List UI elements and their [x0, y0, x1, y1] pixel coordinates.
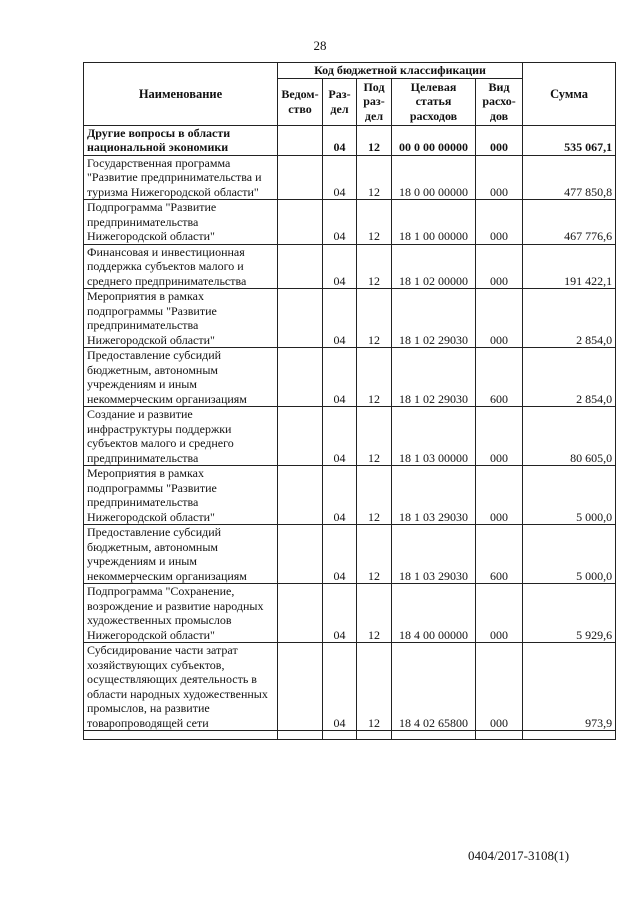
row-razdel: 04	[323, 244, 357, 289]
row-sum: 5 000,0	[523, 525, 616, 584]
table-row	[84, 244, 616, 289]
row-name: Другие вопросы в области национальной экономики	[84, 125, 278, 155]
row-sum: 2 854,0	[523, 348, 616, 407]
row-target: 18 4 02 65800	[392, 643, 476, 731]
row-vid: 000	[476, 200, 523, 245]
header-ved: Ведом-ство	[278, 78, 323, 125]
row-name: Финансовая и инвестиционная поддержка субъектов малого и среднего предпринимательства	[84, 244, 278, 289]
row-sum: 80 605,0	[523, 407, 616, 466]
header-target: Целевая статья расходов	[392, 78, 476, 125]
row-ved	[278, 348, 323, 407]
row-ved	[278, 125, 323, 155]
header-name: Наименование	[84, 63, 278, 126]
row-ved	[278, 155, 323, 200]
row-target: 18 1 00 00000	[392, 200, 476, 245]
row-razdel: 04	[323, 643, 357, 731]
row-vid: 000	[476, 244, 523, 289]
row-sum: 467 776,6	[523, 200, 616, 245]
row-podrazdel: 12	[357, 244, 392, 289]
row-sum: 973,9	[523, 643, 616, 731]
document-code: 0404/2017-3108(1)	[468, 848, 570, 863]
row-name: Предоставление субсидий бюджетным, автономным учреждениям и иным некоммерческим организациям	[84, 525, 278, 584]
row-podrazdel: 12	[357, 466, 392, 525]
table-row	[84, 525, 616, 584]
row-target: 18 4 00 00000	[392, 584, 476, 643]
row-target: 18 1 02 29030	[392, 348, 476, 407]
row-target: 18 1 02 00000	[392, 244, 476, 289]
row-ved	[278, 525, 323, 584]
row-sum: 477 850,8	[523, 155, 616, 200]
row-razdel: 04	[323, 200, 357, 245]
row-razdel: 04	[323, 407, 357, 466]
row-vid: 000	[476, 289, 523, 348]
row-ved	[278, 407, 323, 466]
table-row	[84, 289, 616, 348]
row-podrazdel: 12	[357, 643, 392, 731]
table-row	[84, 407, 616, 466]
row-podrazdel: 12	[357, 348, 392, 407]
row-sum: 5 000,0	[523, 466, 616, 525]
row-ved	[278, 200, 323, 245]
row-sum: 191 422,1	[523, 244, 616, 289]
row-podrazdel: 12	[357, 407, 392, 466]
header-classification-group: Код бюджетной классификации	[278, 63, 523, 79]
row-podrazdel: 12	[357, 289, 392, 348]
row-sum: 5 929,6	[523, 584, 616, 643]
row-name: Государственная программа "Развитие предпринимательства и туризма Нижегородской области"	[84, 155, 278, 200]
row-podrazdel: 12	[357, 525, 392, 584]
row-sum: 535 067,1	[523, 125, 616, 155]
row-vid: 000	[476, 643, 523, 731]
table-row	[84, 125, 616, 155]
row-sum: 2 854,0	[523, 289, 616, 348]
row-razdel: 04	[323, 584, 357, 643]
row-name: Создание и развитие инфраструктуры поддержки субъектов малого и среднего предпринимательства	[84, 407, 278, 466]
row-target: 18 1 03 00000	[392, 407, 476, 466]
row-vid: 000	[476, 584, 523, 643]
table-row	[84, 466, 616, 525]
table-row	[84, 348, 616, 407]
table-row	[84, 584, 616, 643]
row-target: 18 1 03 29030	[392, 466, 476, 525]
header-vid: Вид расхо-дов	[476, 78, 523, 125]
row-ved	[278, 244, 323, 289]
row-target: 18 0 00 00000	[392, 155, 476, 200]
row-ved	[278, 289, 323, 348]
row-razdel: 04	[323, 466, 357, 525]
row-vid: 600	[476, 525, 523, 584]
row-podrazdel: 12	[357, 125, 392, 155]
table-row	[84, 155, 616, 200]
row-ved	[278, 584, 323, 643]
row-razdel: 04	[323, 525, 357, 584]
page-number: 28	[313, 38, 327, 53]
row-name: Мероприятия в рамках подпрограммы "Развитие предпринимательства Нижегородской области"	[84, 289, 278, 348]
row-ved	[278, 643, 323, 731]
row-vid: 000	[476, 466, 523, 525]
header-podrazdel: Под раз-дел	[357, 78, 392, 125]
row-razdel: 04	[323, 125, 357, 155]
header-razdel: Раз-дел	[323, 78, 357, 125]
row-name: Подпрограмма "Развитие предпринимательства Нижегородской области"	[84, 200, 278, 245]
row-razdel: 04	[323, 155, 357, 200]
row-target: 00 0 00 00000	[392, 125, 476, 155]
row-vid: 000	[476, 407, 523, 466]
row-razdel: 04	[323, 348, 357, 407]
row-name: Мероприятия в рамках подпрограммы "Развитие предпринимательства Нижегородской области"	[84, 466, 278, 525]
table-row-empty	[84, 731, 616, 740]
row-podrazdel: 12	[357, 584, 392, 643]
row-target: 18 1 02 29030	[392, 289, 476, 348]
row-vid: 000	[476, 155, 523, 200]
table-row	[84, 643, 616, 731]
header-sum: Сумма	[523, 63, 616, 126]
row-name: Субсидирование части затрат хозяйствующих субъектов, осуществляющих деятельность в области народных художественных промыслов, на развитие товаропроводящей сети	[84, 643, 278, 731]
row-podrazdel: 12	[357, 200, 392, 245]
row-razdel: 04	[323, 289, 357, 348]
table-row	[84, 200, 616, 245]
row-target: 18 1 03 29030	[392, 525, 476, 584]
row-name: Подпрограмма "Сохранение, возрождение и развитие народных художественных промыслов Нижегородской области"	[84, 584, 278, 643]
row-vid: 000	[476, 125, 523, 155]
row-ved	[278, 466, 323, 525]
row-name: Предоставление субсидий бюджетным, автономным учреждениям и иным некоммерческим организациям	[84, 348, 278, 407]
row-vid: 600	[476, 348, 523, 407]
row-podrazdel: 12	[357, 155, 392, 200]
budget-table	[83, 62, 616, 740]
